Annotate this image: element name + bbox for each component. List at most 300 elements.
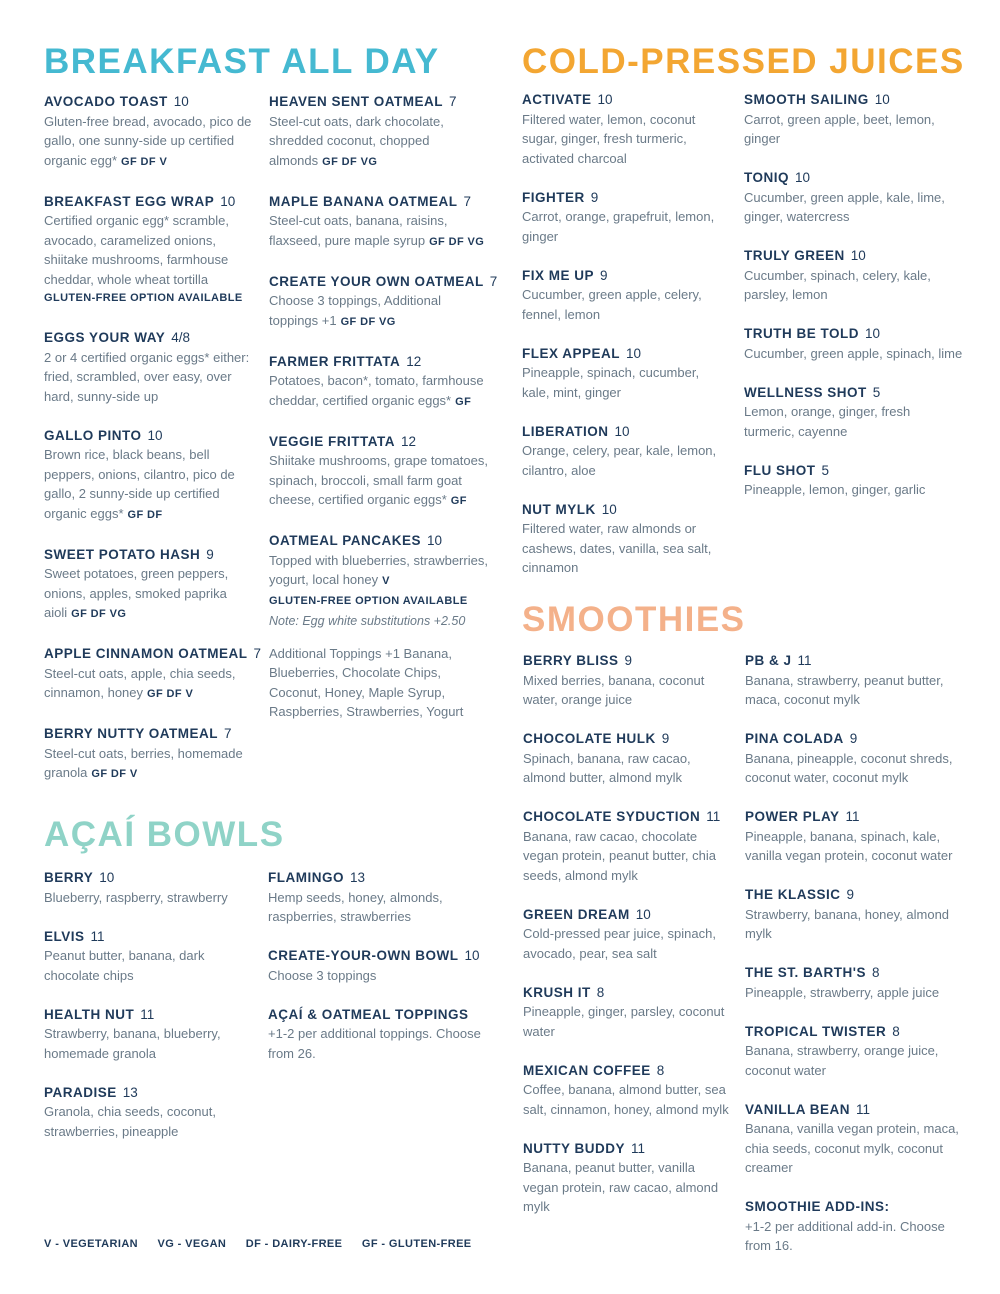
menu-item [268, 1005, 483, 1064]
menu-item-price: 9 [846, 887, 855, 902]
juices-column-1 [522, 90, 722, 597]
menu-item-header [269, 192, 489, 212]
menu-item [523, 729, 733, 788]
dietary-tags: GF DF V [121, 155, 168, 168]
menu-item-price: 9 [206, 546, 214, 562]
menu-item [744, 461, 964, 500]
menu-item-name: SMOOTH SAILING [744, 92, 869, 107]
menu-item-header [268, 946, 483, 966]
menu-item-description-text: Carrot, orange, grapefruit, lemon, ginger [522, 209, 715, 244]
menu-item-description-text: Filtered water, lemon, coconut sugar, ginger, fresh turmeric, activated charcoal [522, 111, 696, 166]
menu-item-description [522, 441, 722, 480]
menu-item-name: VEGGIE FRITTATA [269, 433, 395, 449]
menu-item-description-text: Steel-cut oats, apple, chia seeds, cinnamon, honey [44, 665, 236, 700]
menu-item-description-text: 2 or 4 certified organic eggs* either: fried, scrambled, over easy, over hard, sunny-side up [44, 349, 250, 404]
menu-item-header [745, 807, 960, 827]
menu-item-description [744, 402, 964, 441]
breakfast-column-2 [269, 92, 498, 631]
menu-item-description-text: Cucumber, green apple, spinach, lime [744, 345, 963, 361]
menu-item-description [523, 827, 733, 886]
menu-item-header [44, 1005, 259, 1025]
menu-item-description [523, 1158, 733, 1217]
menu-item-price: 11 [856, 1101, 871, 1117]
menu-item-name: PB & J [745, 653, 792, 668]
menu-item-price: 11 [797, 653, 812, 668]
menu-item-name: NUTTY BUDDY [523, 1140, 626, 1156]
menu-item-header [745, 651, 960, 671]
menu-item [522, 188, 722, 247]
menu-item [44, 92, 259, 172]
menu-item-header [523, 729, 733, 749]
menu-item [745, 1100, 960, 1178]
menu-item-header [44, 868, 259, 888]
menu-item-price: 10 [147, 427, 163, 443]
acai-column-2 [268, 868, 483, 1083]
menu-item-description-text: Gluten-free bread, avocado, pico de gallo, one sunny-side up certified organic egg* [44, 113, 252, 168]
menu-item-description [44, 348, 259, 407]
menu-item-description [744, 188, 964, 227]
menu-item-description [44, 445, 259, 525]
menu-item-description [522, 363, 722, 402]
dietary-tags: GF DF VG [429, 235, 485, 248]
menu-item-header [522, 500, 722, 520]
menu-item [744, 324, 964, 363]
menu-item-description-text: Cucumber, green apple, kale, lime, ginger, watercress [744, 189, 945, 224]
menu-item-name: MAPLE BANANA OATMEAL [269, 193, 458, 209]
menu-item-price: 10 [597, 92, 613, 107]
menu-item-description [745, 1119, 960, 1178]
menu-item-description-text: Steel-cut oats, berries, homemade granola [44, 745, 243, 780]
menu-item-header [744, 246, 964, 266]
menu-item-description [44, 211, 259, 289]
menu-item [44, 724, 259, 785]
menu-item-description-text: Choose 3 toppings, Additional toppings +1 [269, 293, 442, 328]
menu-item-price: 5 [872, 384, 881, 400]
menu-item-description-text: Certified organic egg* scramble, avocado, caramelized onions, shiitake mushrooms, farmhouse cheddar, whole wheat tortilla [44, 213, 229, 287]
menu-item [745, 963, 960, 1002]
menu-item [268, 868, 483, 927]
menu-item [744, 246, 964, 305]
menu-item-description-text: Shiitake mushrooms, grape tomatoes, spinach, broccoli, small farm goat cheese, certified organic eggs* [269, 453, 488, 507]
menu-item-name: ACTIVATE [522, 92, 592, 107]
menu-item-price: 10 [635, 906, 651, 922]
menu-item-description [745, 1041, 960, 1080]
menu-item-price: 10 [427, 533, 443, 548]
menu-item-header [44, 927, 259, 947]
legend-dairy-free: DF - DAIRY-FREE [245, 1238, 343, 1250]
menu-item-header [745, 729, 960, 749]
menu-item-name: KRUSH IT [523, 984, 591, 1000]
dietary-tags: GF DF VG [322, 155, 378, 168]
menu-item-description [522, 207, 722, 246]
menu-item [269, 92, 489, 172]
menu-item-description [523, 671, 733, 710]
menu-item-description [44, 1024, 259, 1063]
menu-item-description-text: Carrot, green apple, beet, lemon, ginger [744, 111, 935, 146]
menu-item-price: 10 [626, 345, 642, 361]
menu-item-description [44, 664, 259, 705]
menu-item-description [523, 1002, 733, 1041]
menu-item-header [269, 531, 489, 551]
menu-item-price: 11 [845, 809, 860, 824]
menu-item-header [269, 92, 489, 112]
menu-item-header [744, 168, 964, 188]
menu-item-header [268, 868, 483, 888]
menu-item-description-text: Topped with blueberries, strawberries, yogurt, local honey [269, 552, 488, 587]
menu-item-header [523, 983, 733, 1003]
menu-item-description [745, 671, 960, 710]
menu-item-name: GALLO PINTO [44, 427, 142, 443]
dietary-tags: GF DF VG [71, 608, 127, 620]
menu-item [523, 807, 733, 885]
menu-item-description [268, 1024, 483, 1063]
additional-toppings: Additional Toppings +1 Banana, Blueberries, Chocolate Chips, Coconut, Honey, Maple Syrup, Raspberries, Strawberries, Yogurt [269, 645, 464, 719]
menu-item-name: THE ST. BARTH'S [745, 965, 866, 980]
menu-item-description [522, 110, 722, 169]
menu-item [269, 272, 498, 333]
menu-item [44, 868, 259, 907]
menu-item-price: 10 [99, 870, 115, 885]
menu-item-description-text: Peanut butter, banana, dark chocolate chips [44, 948, 205, 983]
menu-item-description-text: Filtered water, raw almonds or cashews, dates, vanilla, sea salt, cinnamon [522, 521, 712, 575]
menu-item-description-text: Strawberry, banana, honey, almond mylk [745, 906, 950, 941]
menu-item [522, 344, 722, 403]
menu-item-price: 9 [590, 189, 599, 205]
menu-item-description [744, 344, 964, 364]
menu-item-header [744, 383, 964, 403]
menu-item-description [745, 1217, 960, 1256]
smoothies-column-1 [523, 651, 733, 1236]
menu-item-name: FIX ME UP [522, 267, 595, 283]
menu-item-description [745, 983, 960, 1003]
menu-item-description-text: +1-2 per additional toppings. Choose from 26. [268, 1026, 481, 1061]
menu-item-description-text: Cucumber, green apple, celery, fennel, lemon [522, 287, 702, 322]
menu-item-price: 8 [871, 965, 880, 980]
menu-item-name: CREATE-YOUR-OWN BOWL [268, 948, 459, 963]
menu-item [269, 352, 489, 413]
menu-item [745, 651, 960, 710]
menu-item-price: 10 [865, 326, 881, 341]
menu-item-price: 9 [600, 267, 608, 283]
dietary-tags: GF [450, 495, 467, 507]
menu-item-name: LIBERATION [522, 423, 609, 439]
menu-item-header [745, 1022, 960, 1042]
menu-item-header [523, 905, 733, 925]
menu-item-description-text: Steel-cut oats, banana, raisins, flaxseed, pure maple syrup [269, 213, 448, 248]
menu-item-header [522, 422, 722, 442]
menu-item [745, 1022, 960, 1081]
dietary-tags: GF DF V [147, 688, 194, 700]
menu-item-price: 10 [601, 501, 617, 517]
menu-item-description-text: Potatoes, bacon*, tomato, farmhouse cheddar, certified organic eggs* [269, 373, 484, 408]
menu-item-price: 9 [624, 653, 633, 668]
dietary-tags: GF [455, 395, 472, 408]
menu-item-price: 5 [821, 462, 830, 478]
menu-item-description [44, 112, 259, 173]
menu-item-description-text: Spinach, banana, raw cacao, almond butter, almond mylk [523, 750, 691, 785]
menu-item-description [523, 749, 733, 788]
menu-item-description-text: Coffee, banana, almond butter, sea salt, cinnamon, honey, almond mylk [523, 1082, 729, 1117]
menu-item-name: HEALTH NUT [44, 1006, 135, 1022]
menu-item [523, 1139, 733, 1217]
menu-item-price: 7 [463, 193, 472, 209]
dietary-tags: GF DF [127, 508, 163, 521]
menu-item [745, 1197, 960, 1256]
menu-item-name: VANILLA BEAN [745, 1101, 850, 1117]
menu-item-description-text: Banana, vanilla vegan protein, maca, chia seeds, coconut mylk, coconut creamer [745, 1121, 959, 1175]
menu-item-header [522, 90, 722, 110]
menu-item-header [44, 724, 259, 744]
legend-vegetarian: V - VEGETARIAN [44, 1238, 139, 1250]
dietary-tags: V [382, 575, 390, 587]
menu-item [44, 1083, 259, 1142]
menu-item-description [269, 112, 489, 173]
menu-item-price: 8 [656, 1062, 665, 1078]
menu-item-header [745, 1100, 960, 1120]
menu-item-header [44, 1083, 259, 1103]
menu-item-name: BREAKFAST EGG WRAP [44, 193, 215, 209]
menu-item-name: FLEX APPEAL [522, 345, 621, 361]
menu-item-header [745, 1197, 960, 1217]
menu-item-description-text: Steel-cut oats, dark chocolate, shredded coconut, chopped almonds [269, 113, 444, 168]
menu-item-description-text: Strawberry, banana, blueberry, homemade granola [44, 1026, 221, 1061]
menu-item-price: 10 [464, 948, 480, 963]
menu-item-price: 9 [849, 731, 858, 746]
egg-white-note: Note: Egg white substitutions +2.50 [269, 614, 466, 628]
menu-item [44, 426, 259, 526]
menu-item-name: TRUTH BE TOLD [744, 326, 859, 341]
menu-item-header [268, 1005, 483, 1025]
smoothies-title: SMOOTHIES [522, 600, 746, 639]
menu-item-price: 8 [892, 1023, 900, 1039]
menu-item [745, 729, 960, 788]
menu-item-description [44, 888, 259, 908]
menu-item-description-text: Banana, strawberry, peanut butter, maca, coconut mylk [745, 672, 944, 707]
menu-item-description-text: Sweet potatoes, green peppers, onions, apples, smoked paprika aioli [44, 566, 229, 620]
smoothies-column-2 [745, 651, 960, 1275]
menu-item-description-text: Banana, strawberry, orange juice, coconut water [745, 1043, 939, 1078]
menu-item-description-text: Blueberry, raspberry, strawberry [44, 889, 228, 905]
menu-item [745, 885, 960, 944]
menu-item-name: WELLNESS SHOT [744, 384, 867, 400]
menu-item-name: FIGHTER [522, 189, 585, 205]
menu-item-header [523, 651, 733, 671]
menu-item [745, 807, 960, 866]
menu-item-price: 8 [596, 984, 605, 1000]
menu-item-price: 13 [122, 1084, 138, 1100]
option-note: GLUTEN-FREE OPTION AVAILABLE [44, 292, 243, 304]
menu-item-description [44, 744, 259, 785]
menu-item-header [522, 344, 722, 364]
menu-item-price: 10 [173, 94, 189, 109]
menu-item-description-text: Granola, chia seeds, coconut, strawberries, pineapple [44, 1104, 216, 1139]
menu-item-name: APPLE CINNAMON OATMEAL [44, 646, 248, 661]
menu-item-description [523, 924, 733, 963]
menu-item [744, 168, 964, 227]
breakfast-column-1 [44, 92, 262, 804]
menu-item-name: CREATE YOUR OWN OATMEAL [269, 273, 484, 289]
menu-item-header [744, 90, 964, 110]
menu-item-price: 7 [449, 94, 457, 109]
menu-item-description [268, 966, 483, 986]
menu-item-description-text: Banana, pineapple, coconut shreds, coconut water, coconut mylk [745, 750, 953, 785]
menu-item-header [44, 328, 259, 348]
menu-item-description [269, 211, 489, 252]
option-note: GLUTEN-FREE OPTION AVAILABLE [269, 594, 468, 607]
legend-gluten-free: GF - GLUTEN-FREE [361, 1238, 472, 1250]
menu-item-price: 4/8 [171, 330, 191, 345]
menu-item-name: AVOCADO TOAST [44, 94, 168, 109]
menu-item-name: BERRY NUTTY OATMEAL [44, 726, 219, 741]
menu-item [523, 1061, 733, 1120]
menu-item [269, 531, 489, 611]
menu-item-description [269, 291, 489, 332]
menu-item-header [269, 272, 498, 292]
menu-item-description [522, 285, 722, 324]
menu-item [44, 328, 259, 406]
breakfast-title: BREAKFAST ALL DAY [44, 42, 440, 81]
menu-item-header [522, 188, 722, 208]
menu-item-name: POWER PLAY [745, 809, 840, 824]
menu-item-description-text: Pineapple, strawberry, apple juice [745, 984, 940, 1000]
menu-item-header [744, 461, 964, 481]
menu-item-price: 10 [874, 92, 890, 107]
menu-item-header [522, 266, 722, 286]
menu-item-header [44, 92, 259, 112]
menu-item-description [744, 266, 964, 305]
menu-item-description-text: Pineapple, spinach, cucumber, kale, mint, ginger [522, 365, 700, 400]
menu-item-price: 7 [253, 646, 262, 661]
menu-item-price: 11 [140, 1006, 155, 1022]
menu-item-header [269, 352, 489, 372]
menu-item [44, 927, 259, 986]
menu-item-price: 10 [220, 193, 236, 209]
menu-item-name: HEAVEN SENT OATMEAL [269, 94, 444, 109]
menu-item [523, 651, 733, 710]
menu-item-name: AÇAÍ & OATMEAL TOPPINGS [268, 1006, 469, 1022]
menu-item-description-text: Brown rice, black beans, bell peppers, onions, cilantro, pico de gallo, 2 sunny-side up certified organic eggs* [44, 447, 235, 521]
menu-item-price: 7 [489, 273, 498, 289]
menu-item-price: 13 [350, 870, 366, 885]
menu-item-header [745, 963, 960, 983]
menu-item-name: BERRY BLISS [523, 653, 619, 668]
menu-item-header [744, 324, 964, 344]
menu-item [744, 383, 964, 442]
menu-item-description [744, 480, 964, 500]
menu-item-description-text: Cold-pressed pear juice, spinach, avocado, pear, sea salt [523, 926, 716, 961]
dietary-tags: GF DF V [91, 768, 138, 780]
menu-item-description [522, 519, 722, 578]
menu-item [523, 983, 733, 1042]
menu-item-name: BERRY [44, 870, 94, 885]
menu-item-description-text: Pineapple, banana, spinach, kale, vanilla vegan protein, coconut water [745, 828, 953, 863]
menu-item [523, 905, 733, 964]
diet-legend [44, 1238, 488, 1250]
dietary-tags: GF DF VG [340, 315, 396, 328]
menu-item-price: 11 [90, 928, 105, 944]
menu-item-name: ELVIS [44, 928, 85, 944]
menu-item-price: 10 [614, 423, 630, 439]
menu-item [522, 500, 722, 578]
menu-item-description-text: Banana, peanut butter, vanilla vegan protein, raw cacao, almond mylk [523, 1160, 719, 1214]
menu-item [522, 422, 722, 481]
menu-item [269, 192, 489, 253]
menu-item-price: 10 [795, 170, 811, 185]
menu-item-description-text: Choose 3 toppings [268, 967, 377, 983]
menu-item-name: FLAMINGO [268, 870, 344, 885]
menu-item-name: TONIQ [744, 170, 790, 185]
menu-item-description-text: Mixed berries, banana, coconut water, orange juice [523, 672, 705, 707]
menu-item-description [44, 946, 259, 985]
menu-item-description [44, 564, 259, 625]
menu-item-name: EGGS YOUR WAY [44, 330, 166, 345]
menu-item-description [745, 827, 960, 866]
menu-item-price: 9 [661, 731, 670, 746]
menu-item-description-text: Orange, celery, pear, kale, lemon, cilantro, aloe [522, 443, 717, 478]
menu-item-name: THE KLASSIC [745, 887, 841, 902]
menu-item-description-text: Cucumber, spinach, celery, kale, parsley, lemon [744, 267, 931, 302]
acai-title: AÇAÍ BOWLS [44, 815, 285, 854]
menu-item-name: FARMER FRITTATA [269, 353, 401, 369]
menu-item [522, 90, 722, 168]
menu-item-name: OATMEAL PANCAKES [269, 533, 422, 548]
menu-item-name: PARADISE [44, 1084, 117, 1100]
menu-item-price: 12 [401, 433, 417, 449]
menu-item-description [269, 371, 489, 412]
menu-item-name: NUT MYLK [522, 501, 596, 517]
menu-item-name: CHOCOLATE SYDUCTION [523, 809, 701, 824]
menu-item-description [745, 905, 960, 944]
acai-column-1 [44, 868, 259, 1161]
menu-item-name: SMOOTHIE ADD-INS: [745, 1199, 890, 1214]
menu-item-name: SWEET POTATO HASH [44, 546, 201, 562]
legend-vegan: VG - VEGAN [157, 1238, 227, 1250]
menu-item-header [523, 1061, 733, 1081]
menu-item [269, 432, 489, 512]
menu-item-header [44, 426, 259, 446]
menu-item-description-text: Banana, raw cacao, chocolate vegan protein, peanut butter, chia seeds, almond mylk [523, 828, 716, 883]
menu-item-header [44, 644, 262, 664]
menu-item-description [268, 888, 483, 927]
menu-item-name: MEXICAN COFFEE [523, 1062, 651, 1078]
menu-item-header [44, 192, 259, 212]
menu-item-name: CHOCOLATE HULK [523, 731, 656, 746]
menu-item-description-text: Pineapple, lemon, ginger, garlic [744, 482, 926, 497]
menu-item-description-text: Pineapple, ginger, parsley, coconut water [523, 1004, 725, 1039]
menu-item-price: 10 [850, 248, 866, 263]
menu-item-description-text: +1-2 per additional add-in. Choose from 16. [745, 1218, 945, 1253]
menu-item-name: TROPICAL TWISTER [745, 1023, 887, 1039]
menu-item-header [523, 807, 733, 827]
juices-column-2 [744, 90, 964, 519]
menu-item-description-text: Lemon, orange, ginger, fresh turmeric, cayenne [744, 404, 911, 439]
menu-item [44, 644, 262, 705]
juices-title: COLD-PRESSED JUICES [522, 42, 965, 81]
menu-item-name: PINA COLADA [745, 731, 844, 746]
menu-item-price: 12 [406, 353, 422, 369]
menu-item-price: 7 [224, 726, 232, 741]
menu-item [44, 545, 259, 625]
menu-item [268, 946, 483, 985]
menu-item-description-text: Hemp seeds, honey, almonds, raspberries, strawberries [268, 889, 443, 924]
menu-item-description [269, 451, 489, 512]
menu-item [44, 192, 259, 309]
menu-item-description [744, 110, 964, 149]
menu-item [744, 90, 964, 149]
menu-item-description [745, 749, 960, 788]
menu-item [44, 1005, 259, 1064]
menu-item-description [523, 1080, 733, 1119]
